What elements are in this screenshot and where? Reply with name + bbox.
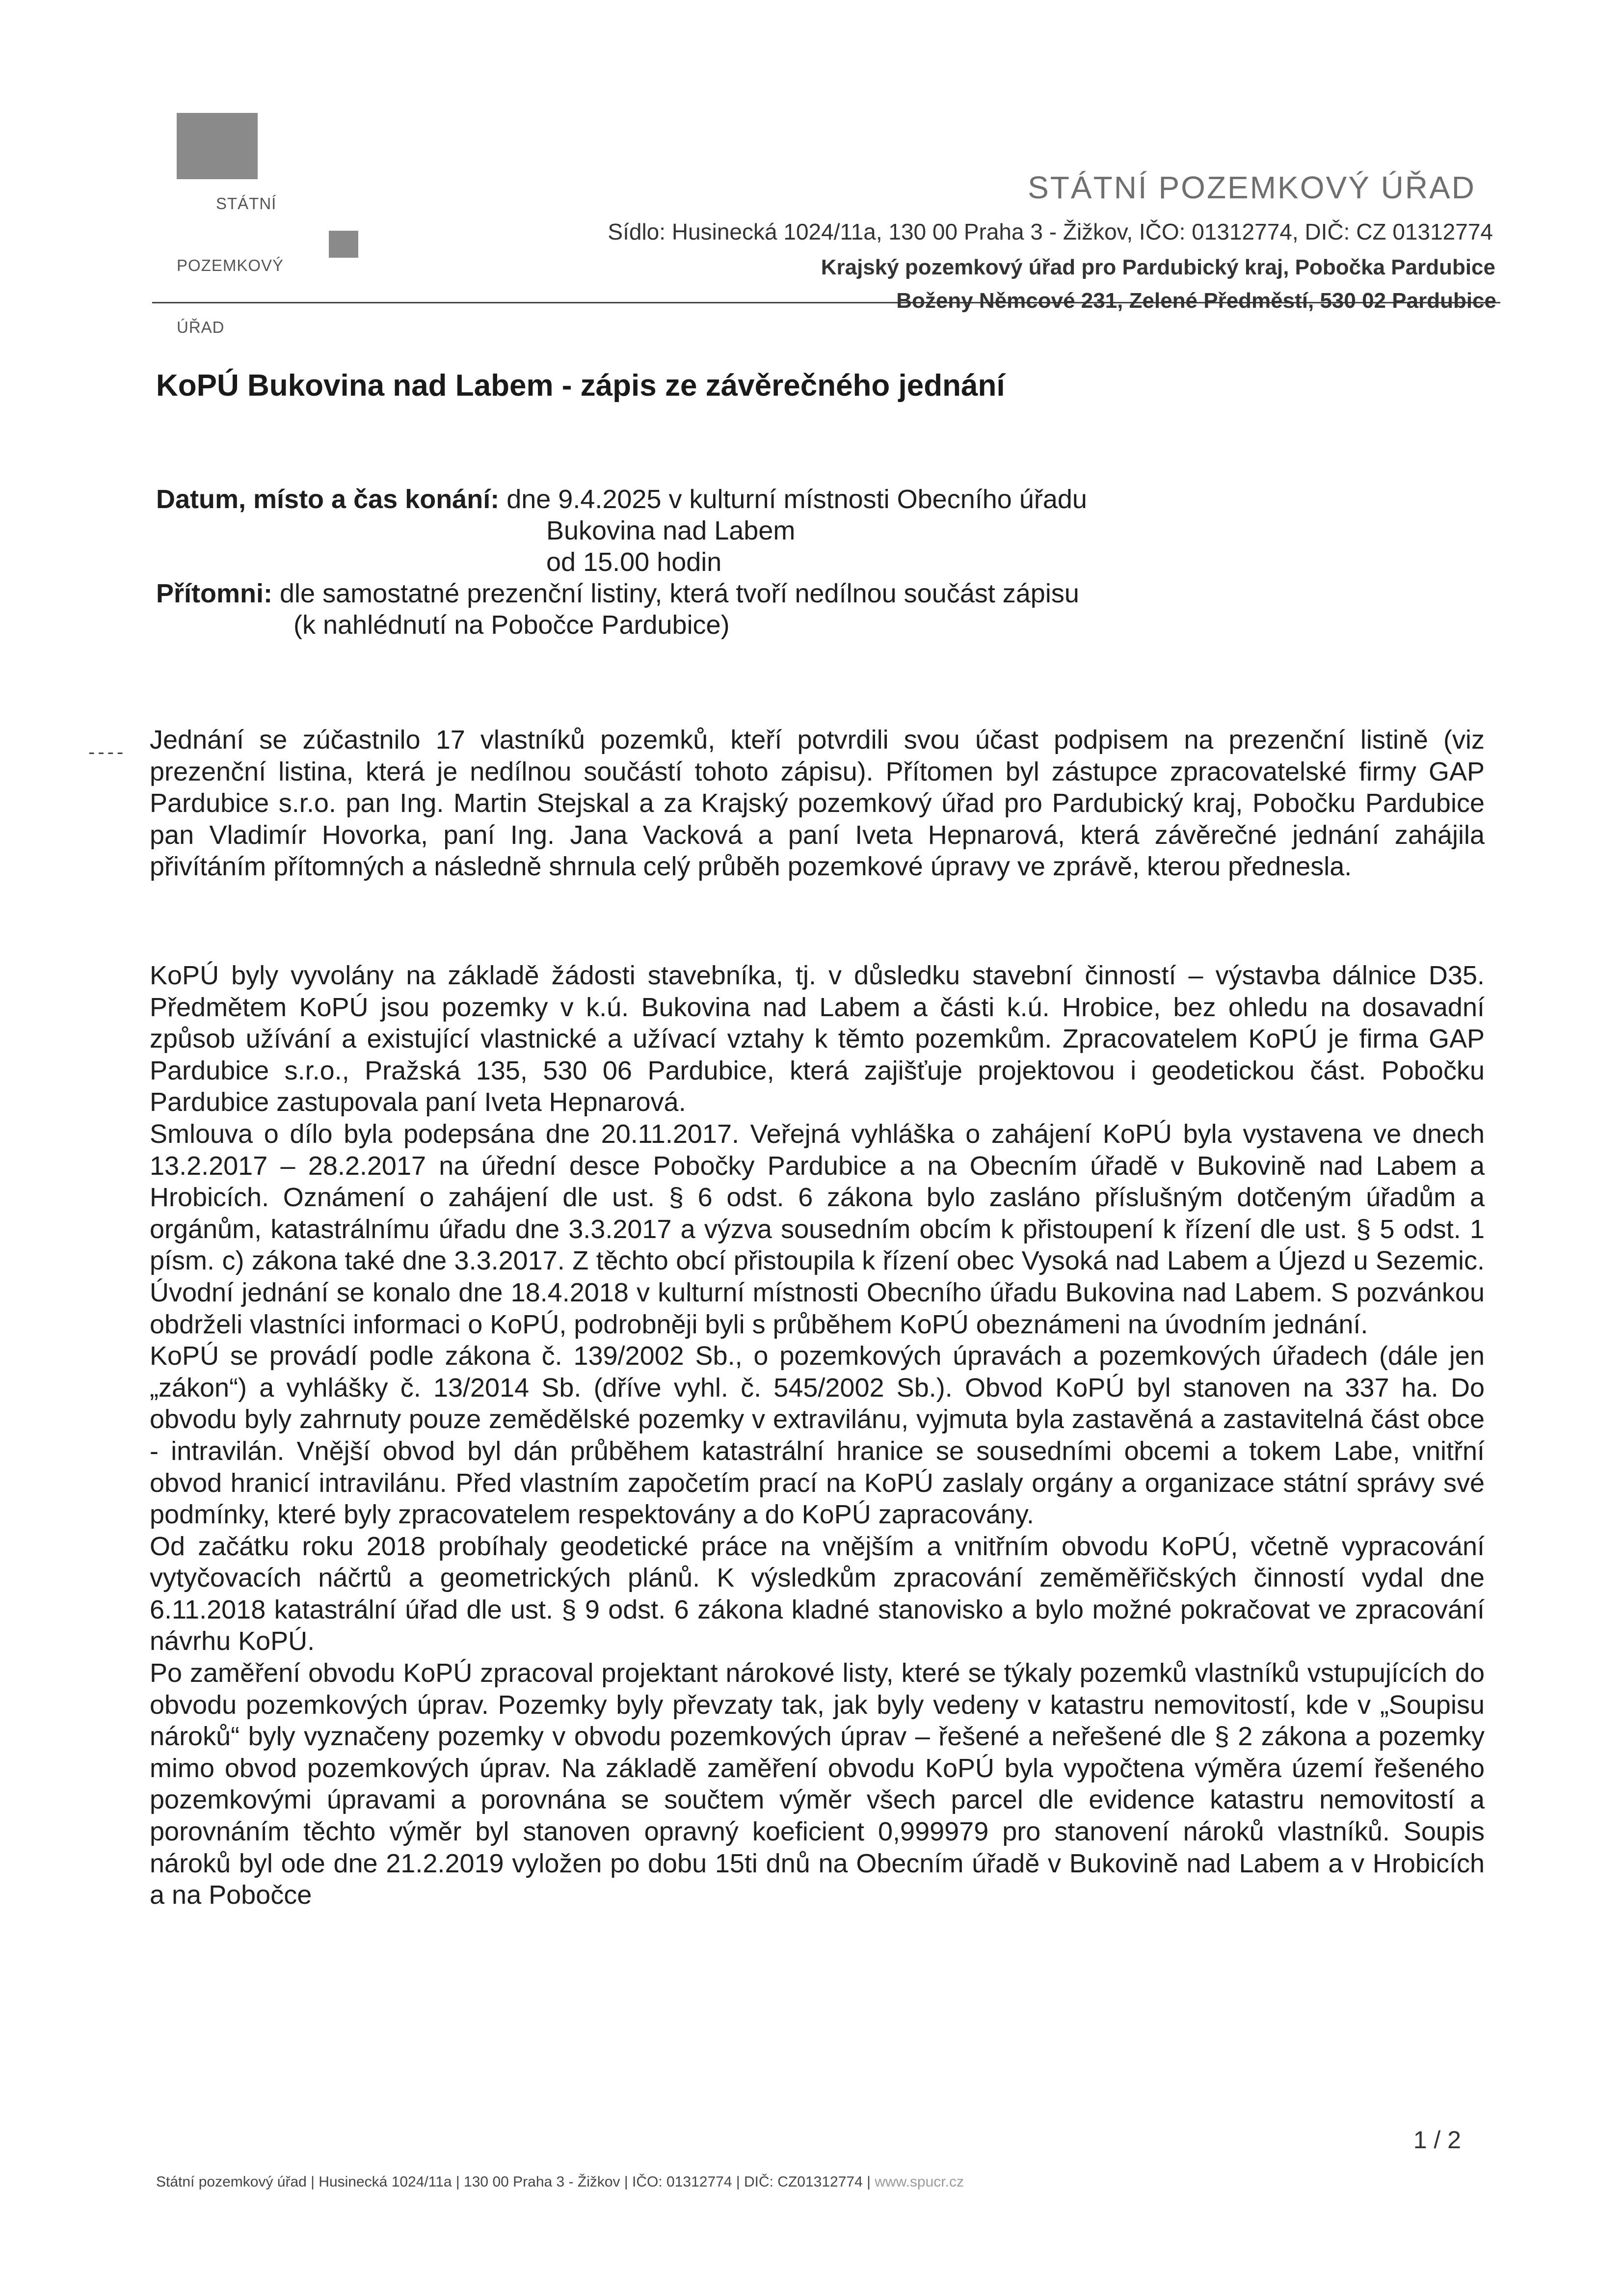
paragraph: Jednání se zúčastnilo 17 vlastníků pozemků, kteří potvrdili svou účast podpisem na prezenční listině (viz prezenční listina, která je nedílnou součástí tohoto zápisu). Přítomen byl zástupce zpracovatelské firmy GAP Pardubice s.r.o. pan Ing. Martin Stejskal a za Krajský pozemkový úřad pro Pardubický kraj, Pobočku Pardubice pan Vladimír Hovorka, paní Ing. Jana Vacková a paní Iveta Hepnarová, která závěrečné jednání zahájila přivítáním přítomných a následně shrnula celý průběh pozemkové úpravy ve zprávě, kterou přednesla. [150,725,1485,882]
footer [156,2174,964,2190]
date-label: Datum, místo a čas konání: [156,485,500,514]
footer-text: Státní pozemkový úřad | Husinecká 1024/11a | 130 00 Praha 3 - Žižkov | IČO: 01312774 | DIČ: CZ01312774 | [156,2174,875,2190]
meeting-meta [156,484,1087,641]
document-title: KoPÚ Bukovina nad Labem - zápis ze závěrečného jednání [156,369,1005,403]
present-line: dle samostatné prezenční listiny, která tvoří nedílnou součást zápisu [272,579,1079,608]
header-address: Boženy Němcové 231, Zelené Předměstí, 530 02 Pardubice [896,289,1496,313]
logo-line: POZEMKOVÝ [177,256,284,274]
report-body [150,960,1485,1911]
paragraph: KoPÚ byly vyvolány na základě žádosti stavebníka, tj. v důsledku stavební činností – výstavba dálnice D35. Předmětem KoPÚ jsou pozemky v k.ú. Bukovina nad Labem a části k.ú. Hrobice, bez ohledu na dosavadní způsob užívání a existující vlastnické a užívací vztahy k těmto pozemkům. Zpracovatelem KoPÚ je firma GAP Pardubice s.r.o., Pražská 135, 530 06 Pardubice, která zajišťuje projektovou i geodetickou část. Pobočku Pardubice zastupovala paní Iveta Hepnarová. [150,961,1485,1117]
logo-text [177,152,284,379]
date-line: dne 9.4.2025 v kulturní místnosti Obecního úřadu [499,485,1087,514]
paragraph: Od začátku roku 2018 probíhaly geodetické práce na vnějším a vnitřním obvodu KoPÚ, včetně vypracování vytyčovacích náčrtů a geometrických plánů. K výsledkům zpracování zeměměřičských činností vydal dne 6.11.2018 katastrální úřad dle ust. § 9 odst. 6 zákona kladné stanovisko a bylo možné pokračovat ve zpracování návrhu KoPÚ. [150,1531,1485,1656]
page-number: 1 / 2 [1413,2126,1461,2154]
present-line: (k nahlédnutí na Pobočce Pardubice) [293,610,730,640]
spu-logo [177,113,344,336]
present-label: Přítomni: [156,579,272,608]
margin-mark: ---- [88,741,127,763]
header-title: STÁTNÍ POZEMKOVÝ ÚŘAD [1028,170,1476,205]
paragraph: Po zaměření obvodu KoPÚ zpracoval projektant nárokové listy, které se týkaly pozemků vlastníků vstupujících do obvodu pozemkových úprav. Pozemky byly převzaty tak, jak byly vedeny v katastru nemovitostí, kde v „Soupisu nároků“ byly vyznačeny pozemky v obvodu pozemkových úprav – řešené a neřešené dle § 2 zákona a pozemky mimo obvod pozemkových úprav. Na základě zaměření obvodu KoPÚ byla vypočtena výměra území řešeného pozemkovými úpravami a porovnána se součtem výměr všech parcel dle evidence katastru nemovitostí a porovnáním těchto výměr byl stanoven opravný koeficient 0,999979 pro stanovení nároků vlastníků. Soupis nároků byl ode dne 21.2.2019 vyložen po dobu 15ti dnů na Obecním úřadě v Bukovině nad Labem a v Hrobicích a na Pobočce [150,1658,1485,1910]
header-seat: Sídlo: Husinecká 1024/11a, 130 00 Praha 3 - Žižkov, IČO: 01312774, DIČ: CZ 01312774 [608,219,1493,244]
paragraph: KoPÚ se provádí podle zákona č. 139/2002 Sb., o pozemkových úpravách a pozemkových úřadech (dále jen „zákon“) a vyhlášky č. 13/2014 Sb. (dříve vyhl. č. 545/2002 Sb.). Obvod KoPÚ byl stanoven na 337 ha. Do obvodu byly zahrnuty pouze zemědělské pozemky v extravilánu, vyjmuta byla zastavěná a zastavitelná část obce - intravilán. Vnější obvod byl dán průběhem katastrální hranice se sousedními obcemi a tokem Labe, vnitřní obvod hranicí intravilánu. Před vlastním započetím prací na KoPÚ zaslaly orgány a organizace státní správy své podmínky, které byly zpracovatelem respektovány a do KoPÚ zapracovány. [150,1341,1485,1530]
date-line: Bukovina nad Labem [546,516,796,545]
footer-url[interactable]: www.spucr.cz [875,2174,964,2190]
logo-square-bottom [329,231,358,258]
paragraph: Smlouva o dílo byla podepsána dne 20.11.2017. Veřejná vyhláška o zahájení KoPÚ byla vystavena ve dnech 13.2.2017 – 28.2.2017 na úřední desce Pobočky Pardubice a na Obecním úřadě v Bukovině nad Labem a Hrobicích. Oznámení o zahájení dle ust. § 6 odst. 6 zákona bylo zasláno příslušným dotčeným úřadům a orgánům, katastrálnímu úřadu dne 3.3.2017 a výzva sousedním obcím k přistoupení k řízení dle ust. § 5 odst. 1 písm. c) zákona také dne 3.3.2017. Z těchto obcí přistoupila k řízení obec Vysoká nad Labem a Újezd u Sezemic. Úvodní jednání se konalo dne 18.4.2018 v kulturní místnosti Obecního úřadu Bukovina nad Labem. S pozvánkou obdrželi vlastníci informaci o KoPÚ, podrobněji byli s průběhem KoPÚ obeznámeni na úvodním jednání. [150,1119,1485,1339]
logo-line: ÚŘAD [177,318,225,336]
intro-paragraph [150,724,1485,883]
header-office: Krajský pozemkový úřad pro Pardubický kraj, Pobočka Pardubice [821,255,1495,279]
date-line: od 15.00 hodin [546,547,722,577]
logo-line: STÁTNÍ [216,194,277,213]
